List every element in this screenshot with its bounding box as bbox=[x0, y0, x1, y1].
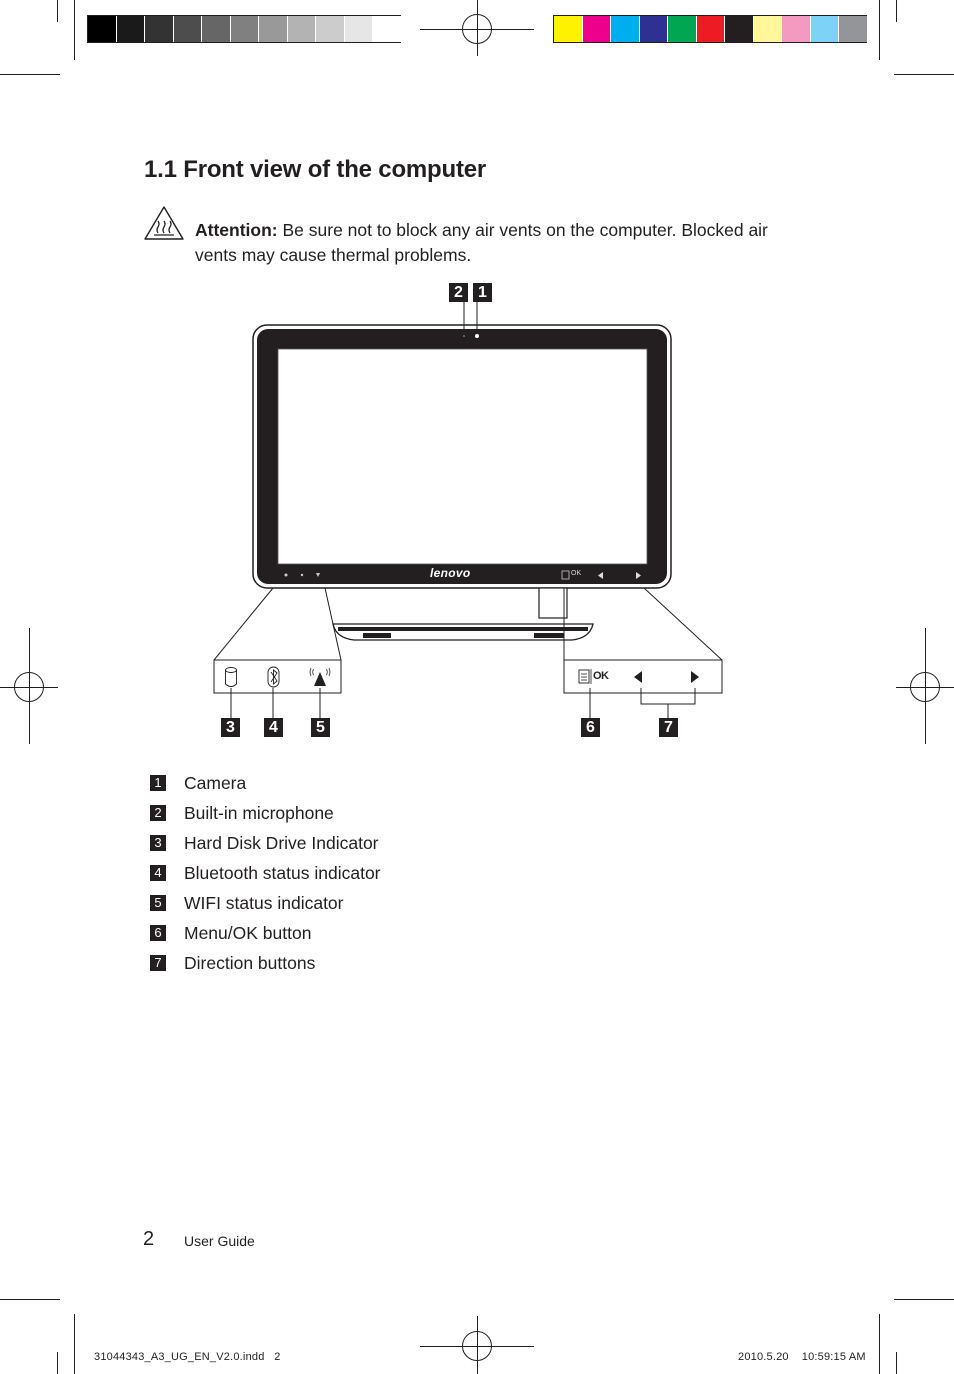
crop-mark bbox=[879, 1314, 880, 1374]
legend-number: 7 bbox=[150, 955, 166, 971]
callout-1: 1 bbox=[473, 283, 492, 302]
legend-number: 5 bbox=[150, 895, 166, 911]
crop-mark bbox=[0, 1299, 60, 1300]
legend-item bbox=[150, 888, 381, 918]
page-number: 2 bbox=[143, 1228, 155, 1250]
callout-2: 2 bbox=[449, 283, 468, 302]
slug-filename: 31044343_A3_UG_EN_V2.0.indd 2 bbox=[94, 1351, 281, 1363]
legend-number: 1 bbox=[150, 775, 166, 791]
crop-mark bbox=[74, 1314, 75, 1374]
attention-label: Attention: bbox=[195, 220, 278, 240]
legend-item bbox=[150, 828, 381, 858]
footer-guide-label: User Guide bbox=[184, 1233, 255, 1249]
legend-item bbox=[150, 858, 381, 888]
section-title: 1.1 Front view of the computer bbox=[144, 156, 487, 183]
callout-6: 6 bbox=[581, 718, 600, 737]
attention-text: Be sure not to block any air vents on the computer. Blocked air vents may cause thermal problems. bbox=[195, 220, 768, 265]
legend-item bbox=[150, 798, 381, 828]
legend-label: Built-in microphone bbox=[184, 802, 334, 823]
legend-item bbox=[150, 948, 381, 978]
callout-4: 4 bbox=[264, 718, 283, 737]
legend-label: Hard Disk Drive Indicator bbox=[184, 832, 379, 853]
legend-number: 4 bbox=[150, 865, 166, 881]
legend-number: 2 bbox=[150, 805, 166, 821]
crop-mark bbox=[896, 1352, 897, 1374]
legend-item bbox=[150, 768, 381, 798]
legend-item bbox=[150, 918, 381, 948]
crop-mark bbox=[894, 1299, 954, 1300]
callout-7: 7 bbox=[659, 718, 678, 737]
crop-mark bbox=[57, 1352, 58, 1374]
callout-3: 3 bbox=[221, 718, 240, 737]
legend-label: Camera bbox=[184, 772, 247, 793]
legend-label: Menu/OK button bbox=[184, 922, 312, 943]
legend-number: 6 bbox=[150, 925, 166, 941]
legend-label: Bluetooth status indicator bbox=[184, 862, 381, 883]
bezel-ok-label: OK bbox=[571, 570, 582, 577]
slug-timestamp: 2010.5.20 10:59:15 AM bbox=[738, 1351, 866, 1363]
component-legend bbox=[150, 768, 381, 978]
legend-label: Direction buttons bbox=[184, 952, 316, 973]
detail-ok-label: OK bbox=[593, 670, 609, 682]
legend-label: WIFI status indicator bbox=[184, 892, 344, 913]
brand-logo: lenovo bbox=[430, 566, 471, 580]
legend-number: 3 bbox=[150, 835, 166, 851]
callout-5: 5 bbox=[311, 718, 330, 737]
